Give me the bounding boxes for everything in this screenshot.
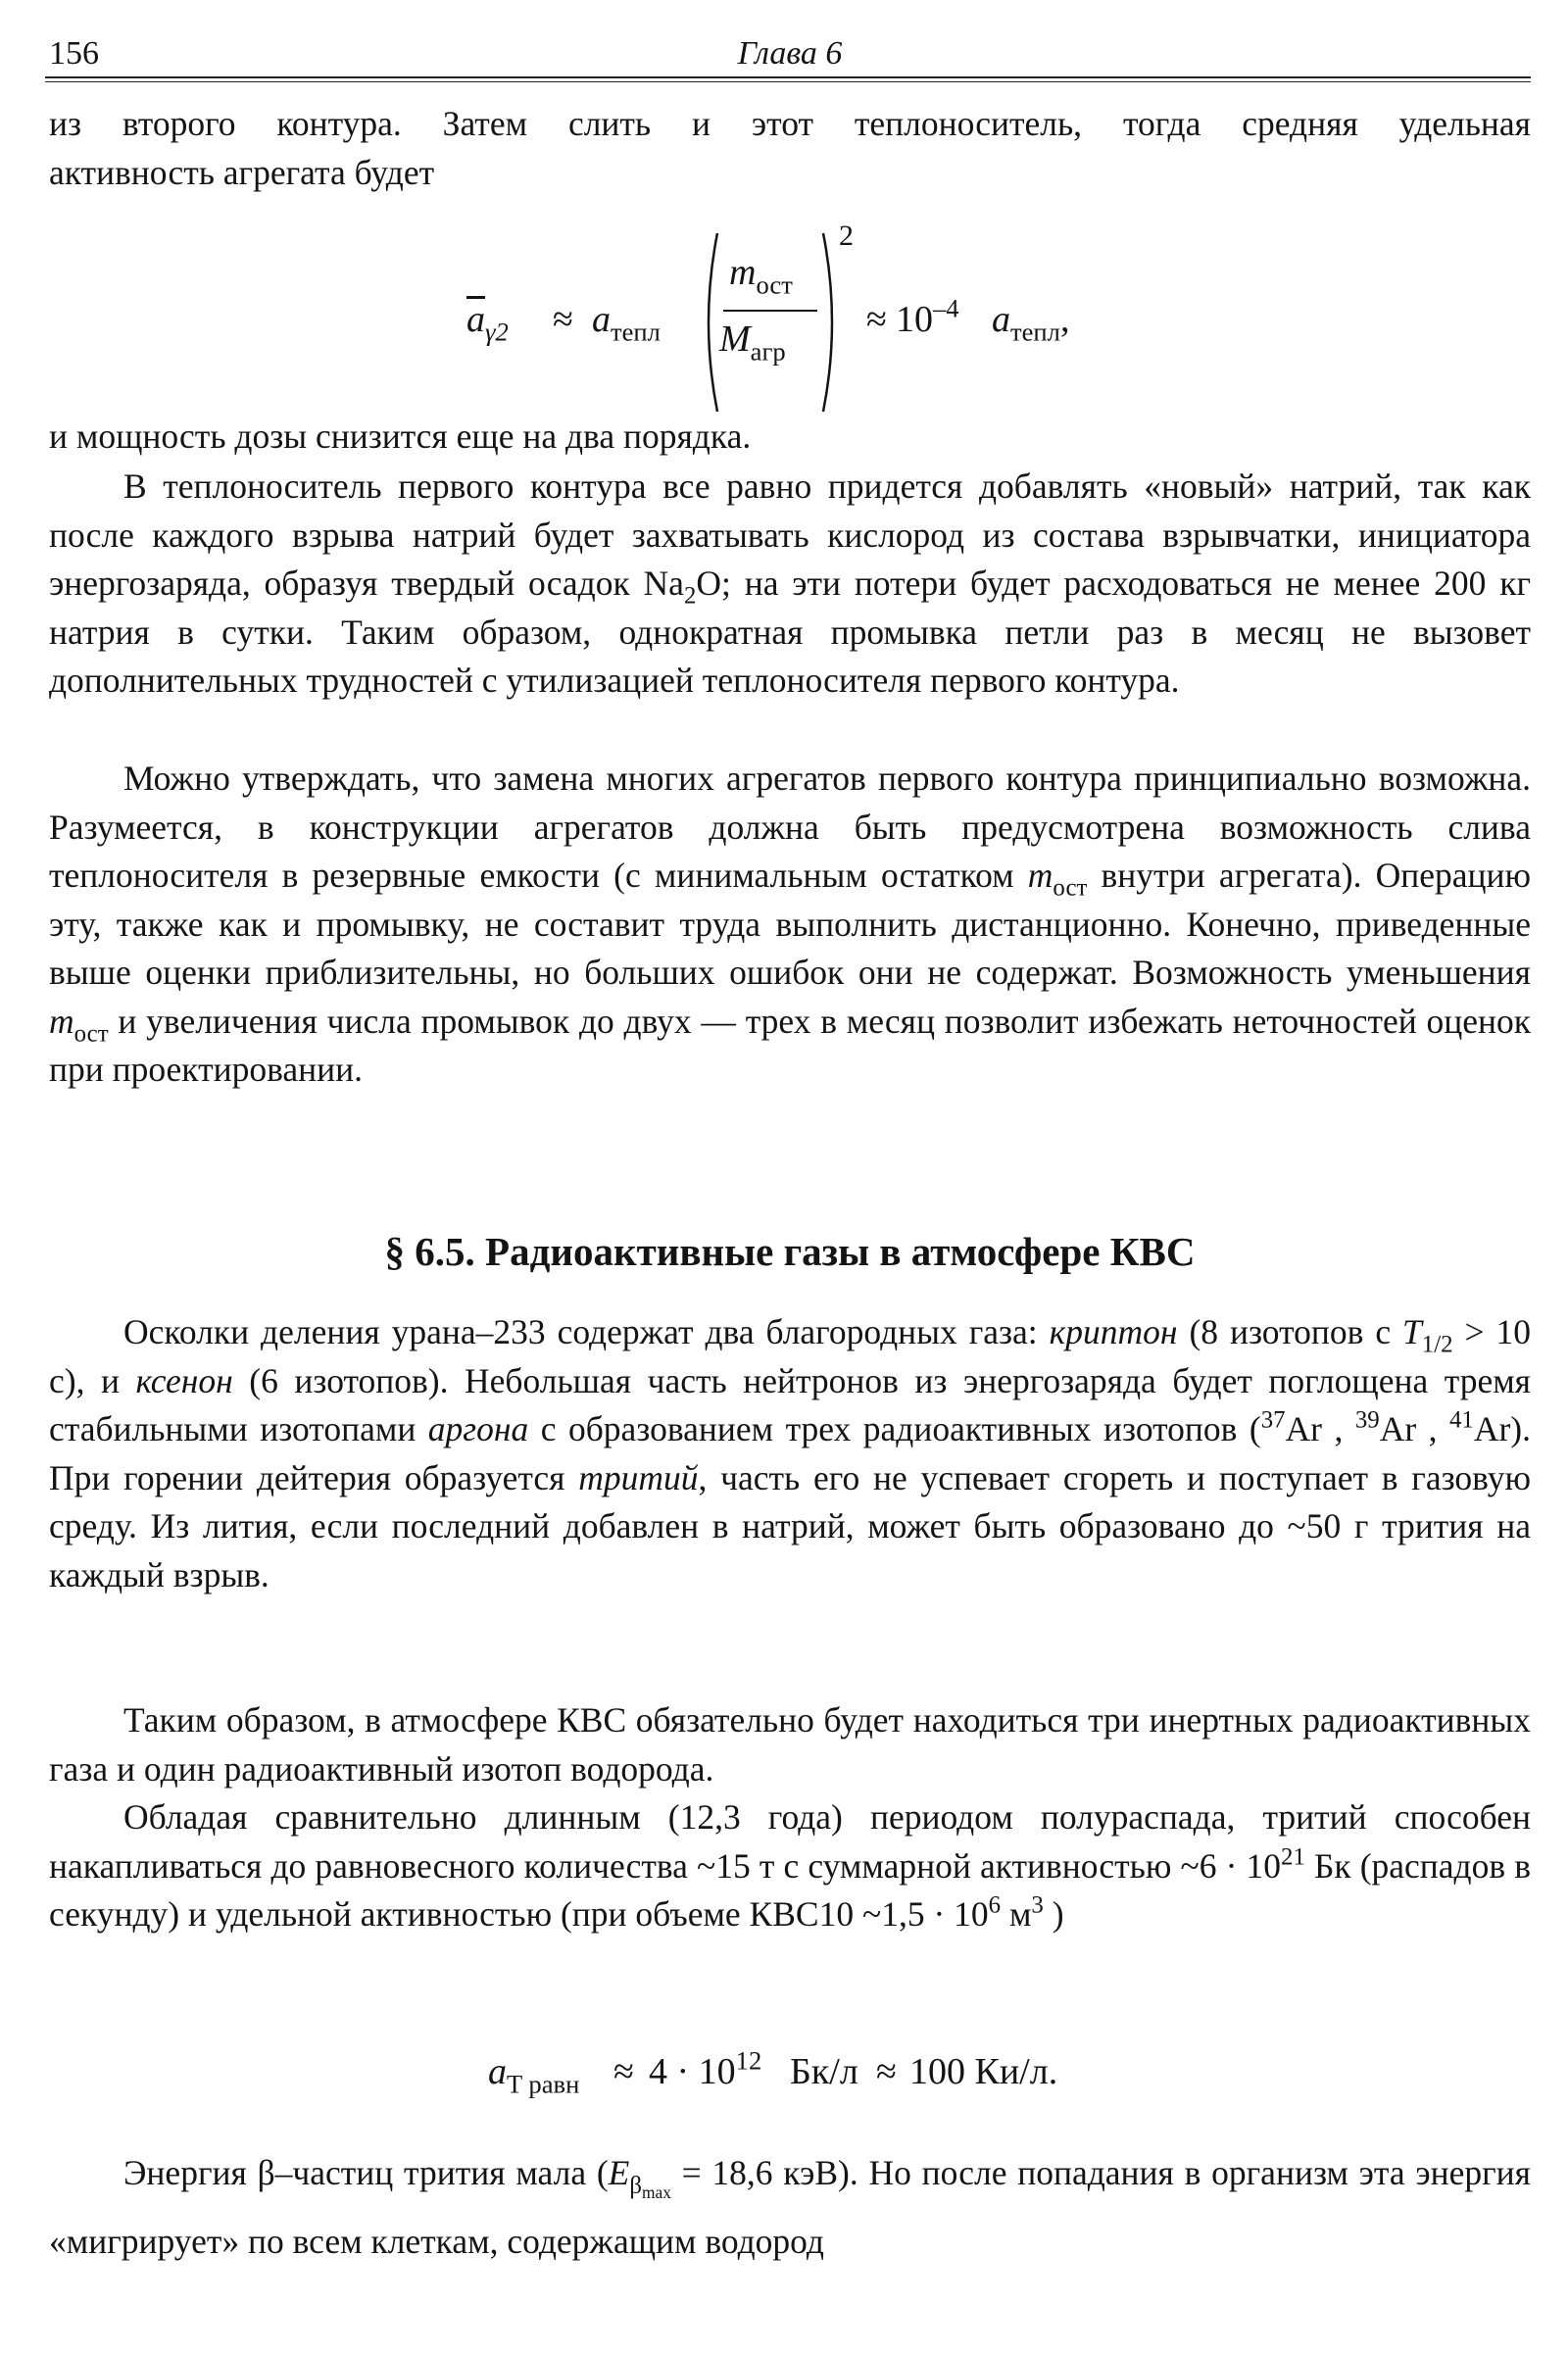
text-span: > 10 с), и <box>49 1312 1531 1400</box>
fraction-bar <box>723 310 817 312</box>
isotope-mass: 41 <box>1448 1406 1474 1434</box>
separator: , <box>1322 1409 1355 1448</box>
paragraph-text <box>49 2138 1531 2276</box>
text-span: (6 изотопов). Небольшая часть нейтронов из энергозаряда будет поглощена тремя стабильными изотопами <box>49 1360 1531 1448</box>
coefficient: 4 · 10 <box>649 2051 736 2092</box>
page-header <box>49 29 1531 78</box>
paragraph-text <box>49 1793 1531 1939</box>
subscript: ост <box>1053 874 1088 902</box>
text-line: из второго контура. Затем слить и этот теплоноситель, тогда средняя удельная <box>49 104 1531 143</box>
term-argon: аргона <box>427 1409 529 1448</box>
subscript: 2 <box>683 582 697 610</box>
right-paren <box>819 231 843 414</box>
paragraph-tritium <box>49 1793 1531 1939</box>
exponent: 3 <box>1031 1891 1044 1919</box>
exponent: 6 <box>988 1891 1002 1919</box>
exponent: –4 <box>933 293 959 323</box>
paragraph-continuation <box>49 100 1531 197</box>
symbol-E: E <box>608 2153 630 2192</box>
text-span: Можно утверждать, что замена многих агрегатов первого контура принципиально возможна. Разумеется, в конструкции агрегатов должна быть предусмотрена возможность слива теплоносителя в резервные емкости (с минимальным остатком <box>49 759 1531 895</box>
ten: 10 <box>896 299 933 340</box>
text-span: = 18,6 кэВ). Но после попадания в организм эта энергия «мигрирует» по всем клеткам, содержащим водород <box>49 2153 1531 2261</box>
subscript-beta: β <box>629 2172 642 2199</box>
subscript: тепл <box>1010 317 1060 347</box>
text-span: внутри агрегата). Операцию эту, также как и промывку, не составит труда выполнить дистанционно. Конечно, приведенные выше оценки приблизительны, но больших ошибок они не содержат. Возможность уменьшения <box>49 856 1531 992</box>
unit: Бк/л <box>790 2051 858 2092</box>
paragraph-text <box>49 463 1531 706</box>
paragraph-aggregates <box>49 755 1531 1095</box>
text-span: В теплоноситель первого контура все равно придется добавлять «новый» натрий, так как после каждого взрыва натрий будет захватывать кислород из состава взрывчатки, инициатора энергозаряда, образуя твердый осадок Na <box>49 466 1531 603</box>
power: 2 <box>839 220 854 252</box>
subscript: 1/2 <box>1421 1331 1453 1358</box>
paragraph-fission-gases <box>49 1308 1531 1599</box>
value: 100 Ки/л. <box>909 2051 1058 2092</box>
symbol-M: M <box>719 319 751 360</box>
text-span: Обладая сравнительно длинным (12,3 года) периодом полураспада, тритий способен накапливаться до равновесного количества ~15 т с суммарной активностью ~ <box>49 1797 1531 1886</box>
exponent: 21 <box>1281 1842 1305 1870</box>
paragraph-text <box>49 1308 1531 1599</box>
chapter-title: Глава 6 <box>737 35 843 72</box>
formula-a-tepl <box>592 298 661 347</box>
formula-tritium-activity <box>461 2045 1147 2119</box>
symbol-a: a <box>488 2051 507 2092</box>
formula-a-tepl-2 <box>992 298 1070 347</box>
text-span: O; на эти потери будет расходоваться не менее 200 кг натрия в сутки. Таким образом, однократная промывка петли раз в месяц не вызовет дополнительных трудностей с утилизацией теплоносителя первого контура. <box>49 564 1531 700</box>
approx-sign: ≈ <box>866 299 887 340</box>
paragraph-sodium <box>49 463 1531 706</box>
comma: , <box>1059 299 1070 340</box>
paragraph-dose <box>49 413 1531 462</box>
page-number: 156 <box>49 35 99 72</box>
value: 1,5 · 10 <box>881 1894 989 1934</box>
section-heading: § 6.5. Радиоактивные газы в атмосфере КВС <box>384 1229 1196 1274</box>
symbol-m: m <box>729 252 757 293</box>
text-span: Бк (распадов в секунду) и удельной активностью (при объеме КВС10 ~ <box>49 1845 1531 1934</box>
text-line: и мощность дозы снизится еще на два порядка. <box>49 417 752 456</box>
term-tritium: тритий <box>578 1457 699 1497</box>
text-span: ). При горении дейтерия образуется <box>49 1409 1531 1497</box>
text-span: (8 изотопов с <box>1177 1312 1403 1351</box>
formula-power-ten <box>896 293 959 341</box>
paragraph-text: Таким образом, в атмосфере КВС обязательно будет находиться три инертных радиоактивных газа и один радиоактивный изотоп водорода. <box>49 1700 1531 1789</box>
value <box>649 2045 762 2093</box>
subscript: агр <box>750 336 786 367</box>
header-rule <box>45 76 1531 78</box>
left-paren <box>698 231 721 414</box>
formula-lhs <box>466 298 509 347</box>
subscript: ост <box>756 270 793 300</box>
element-ar: Ar <box>1285 1409 1323 1448</box>
paragraph-text <box>49 755 1531 1095</box>
exponent: 12 <box>735 2045 762 2076</box>
subscript <box>629 2172 671 2202</box>
formula-lhs <box>488 2050 580 2099</box>
text-span: , часть его не успевает сгореть и поступает в газовую среду. Из лития, если последний добавлен в натрий, может быть образовано до ~50 г трития на каждый взрыв. <box>49 1457 1531 1594</box>
value: 6 · 10 <box>1199 1845 1282 1886</box>
symbol-a-bar: $\overline{a}$ <box>466 299 485 340</box>
approx-sign: ≈ <box>553 299 573 340</box>
isotope-mass: 37 <box>1260 1406 1286 1434</box>
term-krypton: криптон <box>1049 1312 1178 1351</box>
separator: , <box>1416 1409 1449 1448</box>
symbol-T: T <box>1402 1312 1422 1351</box>
text-span: Энергия β–частиц трития мала ( <box>123 2153 609 2192</box>
subscript: ост <box>74 1020 109 1048</box>
unit: м <box>1001 1894 1032 1934</box>
subscript: тепл <box>611 317 661 347</box>
subscript: T равн <box>507 2069 580 2099</box>
text-span: с образованием трех радиоактивных изотопов ( <box>528 1409 1261 1448</box>
text-span: и увеличения числа промывок до двух — трех в месяц позволит избежать неточностей оценок при проектировании. <box>49 1001 1531 1089</box>
header-rule-thin <box>45 81 1531 82</box>
isotope-mass: 39 <box>1354 1406 1380 1434</box>
approx-sign: ≈ <box>876 2051 897 2092</box>
symbol-m: m <box>1027 856 1054 895</box>
subscript: γ2 <box>485 317 509 347</box>
approx-sign: ≈ <box>613 2051 634 2092</box>
term-xenon: ксенон <box>135 1360 233 1400</box>
text-span: Осколки деления урана–233 содержат два благородных газа: <box>123 1312 1050 1351</box>
text-line: активность агрегата будет <box>49 152 435 192</box>
subscript-max: max <box>641 2182 671 2202</box>
fraction-denominator <box>719 318 786 367</box>
symbol-a: a <box>592 299 611 340</box>
element-ar: Ar <box>1473 1409 1511 1448</box>
paragraph-beta-energy <box>49 2138 1531 2276</box>
symbol-m: m <box>49 1001 74 1041</box>
paragraph-inert-gases <box>49 1696 1531 1793</box>
fraction-numerator <box>729 251 793 300</box>
text-span: ) <box>1043 1894 1064 1934</box>
symbol-a: a <box>992 299 1010 340</box>
element-ar: Ar <box>1379 1409 1417 1448</box>
